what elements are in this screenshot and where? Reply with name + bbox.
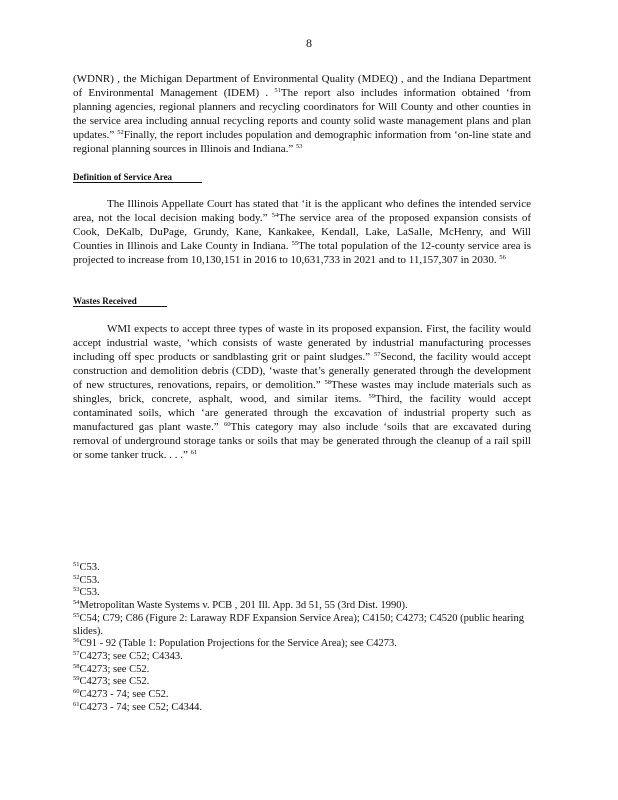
footnote-text: C4273; see C52; C4343. (79, 650, 183, 662)
paragraph-text: These wastes may include materials such as shingles, brick, concrete, asphalt, wood, and similar items. (73, 379, 531, 405)
paragraph-text: (WDNR) , the Michigan Department of Environmental Quality (MDEQ) , and the Indiana Department of Environmental Management (IDEM) . (73, 73, 531, 99)
page-number: 8 (306, 36, 312, 50)
footnote-ref[interactable]: 54 (271, 212, 279, 219)
paragraph-text: This category may also include ‘soils that are excavated during removal of underground storage tanks or soils that may be generated through the cleanup of a rail spill or some tanker truck. . . .” (73, 421, 531, 461)
paragraph-text: The service area of the proposed expansion consists of Cook, DeKalb, DuPage, Grundy, Kane, Kankakee, Kendall, Lake, LaSalle, McHenry, and Will Counties in Illinois and Lake County in Indiana. (73, 212, 531, 252)
footnote (73, 613, 533, 638)
footnote (73, 575, 533, 588)
footnote-number: 51 (73, 561, 80, 568)
footnote (73, 600, 533, 613)
footnote-ref[interactable]: 61 (190, 449, 198, 456)
footnote-text: Metropolitan Waste Systems v. PCB , 201 Ill. App. 3d 51, 55 (3rd Dist. 1990). (79, 600, 408, 612)
footnote-ref[interactable]: 55 (291, 240, 299, 247)
footnote-text: C53. (79, 574, 100, 586)
paragraph-text: The report also includes information obtained ‘from planning agencies, regional planners and recycling coordinators for Will County and other counties in the service area including annual recycling reports and county solid waste management plans and plan updates.” (73, 87, 531, 141)
footnote (73, 638, 533, 651)
paragraph-service-area (73, 197, 531, 267)
footnote-ref[interactable]: 59 (368, 393, 376, 400)
paragraph-text: The total population of the 12-county service area is projected to increase from 10,130,151 in 2016 to 10,631,733 in 2021 and to 11,157,307 in 2030. (73, 240, 531, 266)
paragraph-text: WMI expects to accept three types of waste in its proposed expansion. First, the facility would accept industrial waste, ‘which consists of waste generated by industrial manufacturing processes including off spec products or sandblasting grit or paint sludges.” (73, 323, 531, 363)
paragraph-sources (73, 72, 531, 156)
paragraph-text: Third, the facility would accept contaminated soils, which ‘are generated through the excavation of industrial property such as manufactured gas plant waste.” (73, 393, 531, 433)
footnote (73, 651, 533, 664)
footnote (73, 664, 533, 677)
footnote-text: C4273; see C52. (79, 663, 150, 675)
footnote-number: 58 (73, 662, 80, 670)
footnote-number: 60 (73, 688, 80, 696)
footnote (73, 562, 533, 575)
footnote-number: 53 (73, 586, 80, 594)
footnote-number: 55 (73, 611, 80, 619)
footnote-text: C4273 - 74; see C52; C4344. (79, 701, 202, 713)
footnote-text: C91 - 92 (Table 1: Population Projections for the Service Area); see C4273. (79, 638, 397, 650)
footnote-text: C53. (79, 562, 100, 573)
footnote (73, 676, 533, 689)
footnote-ref[interactable]: 58 (324, 379, 332, 386)
paragraph-text: Second, the facility would accept construction and demolition debris (CDD), ‘waste that’s generally generated through the development of new structures, renovations, repairs, or demolition.” (73, 351, 531, 391)
paragraph-wastes (73, 322, 531, 462)
footnote (73, 587, 533, 600)
section-heading-service-area (73, 172, 202, 183)
paragraph-text: Finally, the report includes population and demographic information from ‘on-line state and regional planning sources in Illinois and Indiana.” (73, 129, 531, 155)
footnote-text: C54; C79; C86 (Figure 2: Laraway RDF Expansion Service Area); C4150; C4273; C4520 (public hearing slides). (73, 612, 524, 637)
footnote-number: 52 (73, 573, 80, 581)
footnote-ref[interactable]: 56 (499, 254, 506, 261)
section-heading-wastes (73, 296, 167, 307)
footnote (73, 689, 533, 702)
footnote-ref[interactable]: 53 (296, 143, 303, 150)
heading-text: Wastes Received (73, 296, 167, 307)
heading-text: Definition of Service Area (73, 172, 202, 183)
footnote-ref[interactable]: 51 (274, 87, 281, 94)
footnotes (73, 562, 533, 714)
footnote-number: 56 (73, 637, 80, 645)
footnote-text: C53. (79, 587, 100, 599)
footnote-ref[interactable]: 60 (223, 421, 231, 428)
footnote-ref[interactable]: 57 (373, 351, 381, 358)
footnote-ref[interactable]: 52 (117, 129, 124, 136)
footnote-number: 54 (73, 599, 80, 607)
footnote-number: 59 (73, 675, 80, 683)
footnote-number: 57 (73, 649, 80, 657)
paragraph-text: The Illinois Appellate Court has stated that ‘it is the applicant who defines the intended service area, not the local decision making body.” (73, 198, 531, 224)
footnote-number: 61 (73, 700, 80, 708)
footnote (73, 702, 533, 715)
footnote-text: C4273; see C52. (79, 676, 150, 688)
footnote-text: C4273 - 74; see C52. (79, 689, 169, 701)
